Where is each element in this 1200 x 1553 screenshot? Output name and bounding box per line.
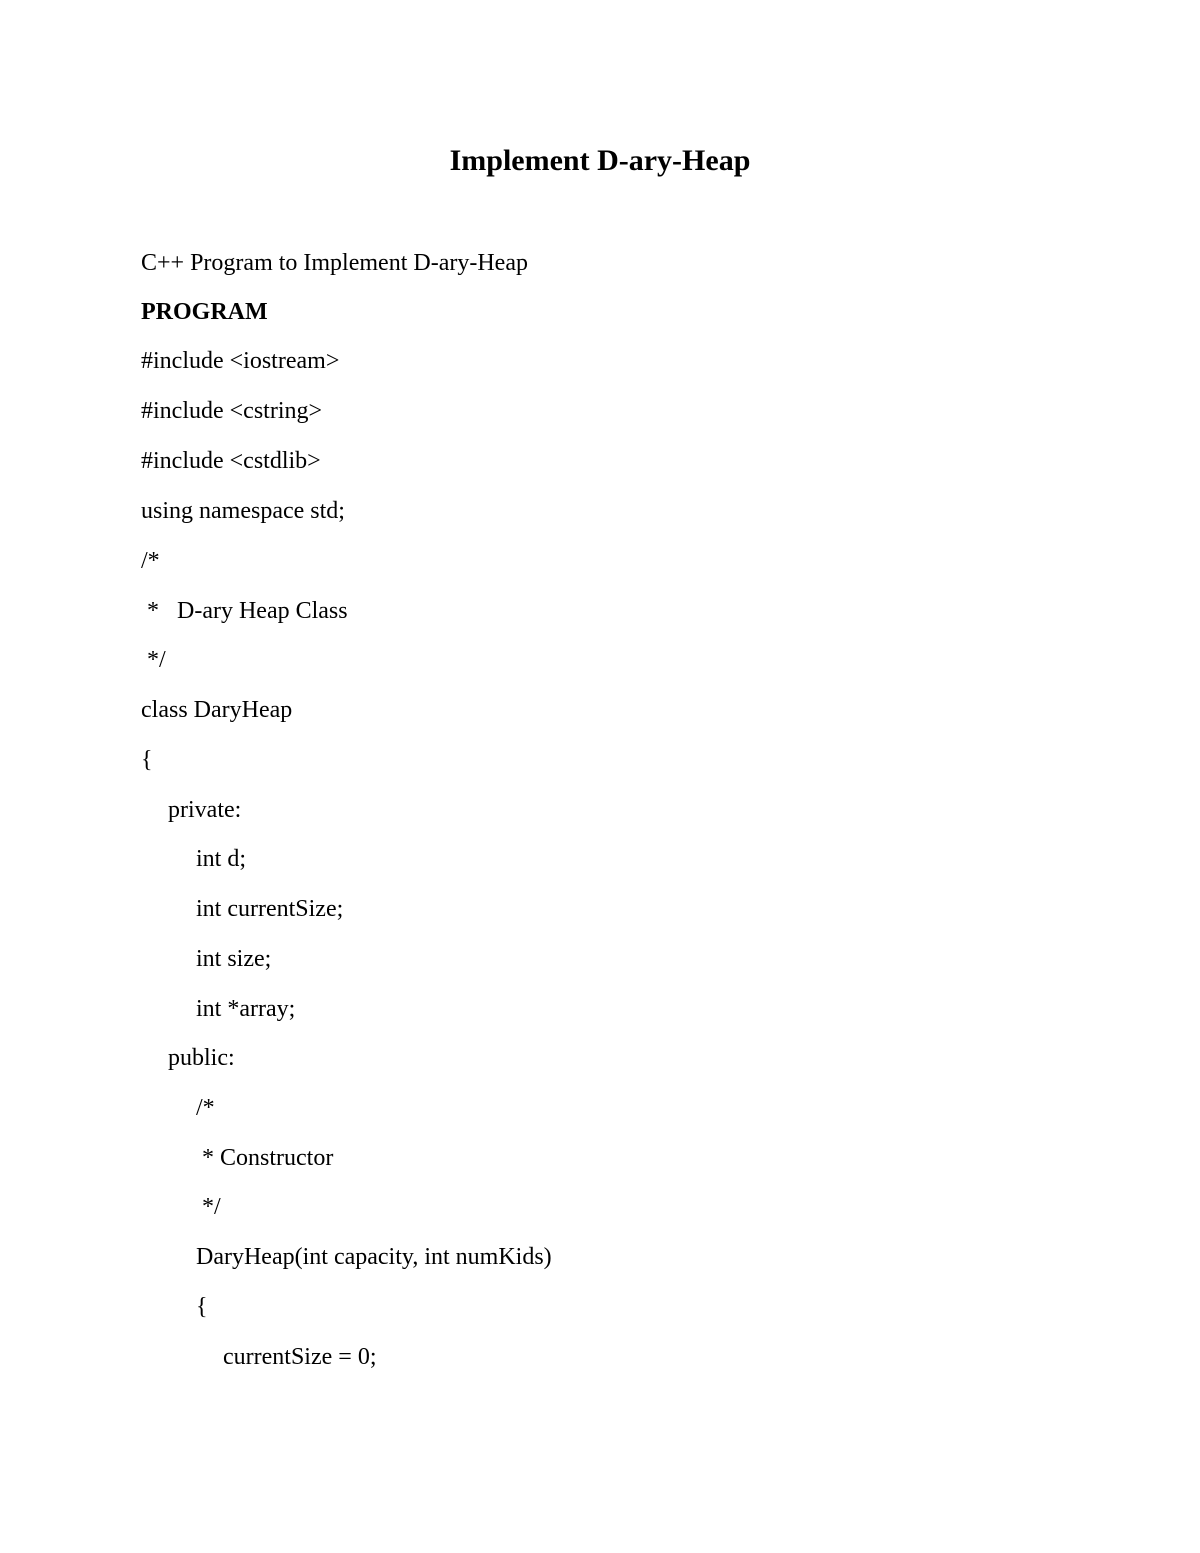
code-line: #include <cstdlib> [141,448,321,474]
code-line: */ [196,1194,221,1220]
code-line: class DaryHeap [141,697,293,723]
code-line: * D-ary Heap Class [141,598,348,624]
code-line: currentSize = 0; [223,1344,377,1370]
code-line: */ [141,647,166,673]
section-heading: PROGRAM [141,299,268,325]
document-subtitle: C++ Program to Implement D-ary-Heap [141,250,528,276]
code-line: #include <cstring> [141,398,323,424]
code-line: /* [196,1095,215,1121]
code-line: private: [168,797,242,823]
document-title: Implement D-ary-Heap [449,144,751,177]
code-line: { [196,1294,208,1320]
code-line: int currentSize; [196,896,344,922]
code-line: DaryHeap(int capacity, int numKids) [196,1244,552,1270]
code-line: int d; [196,846,247,872]
code-line: int *array; [196,996,296,1022]
code-line: int size; [196,946,272,972]
code-line: public: [168,1045,235,1071]
code-line: using namespace std; [141,498,345,524]
code-line: #include <iostream> [141,348,340,374]
code-line: * Constructor [196,1145,334,1171]
code-line: { [141,747,153,773]
code-line: /* [141,548,160,574]
